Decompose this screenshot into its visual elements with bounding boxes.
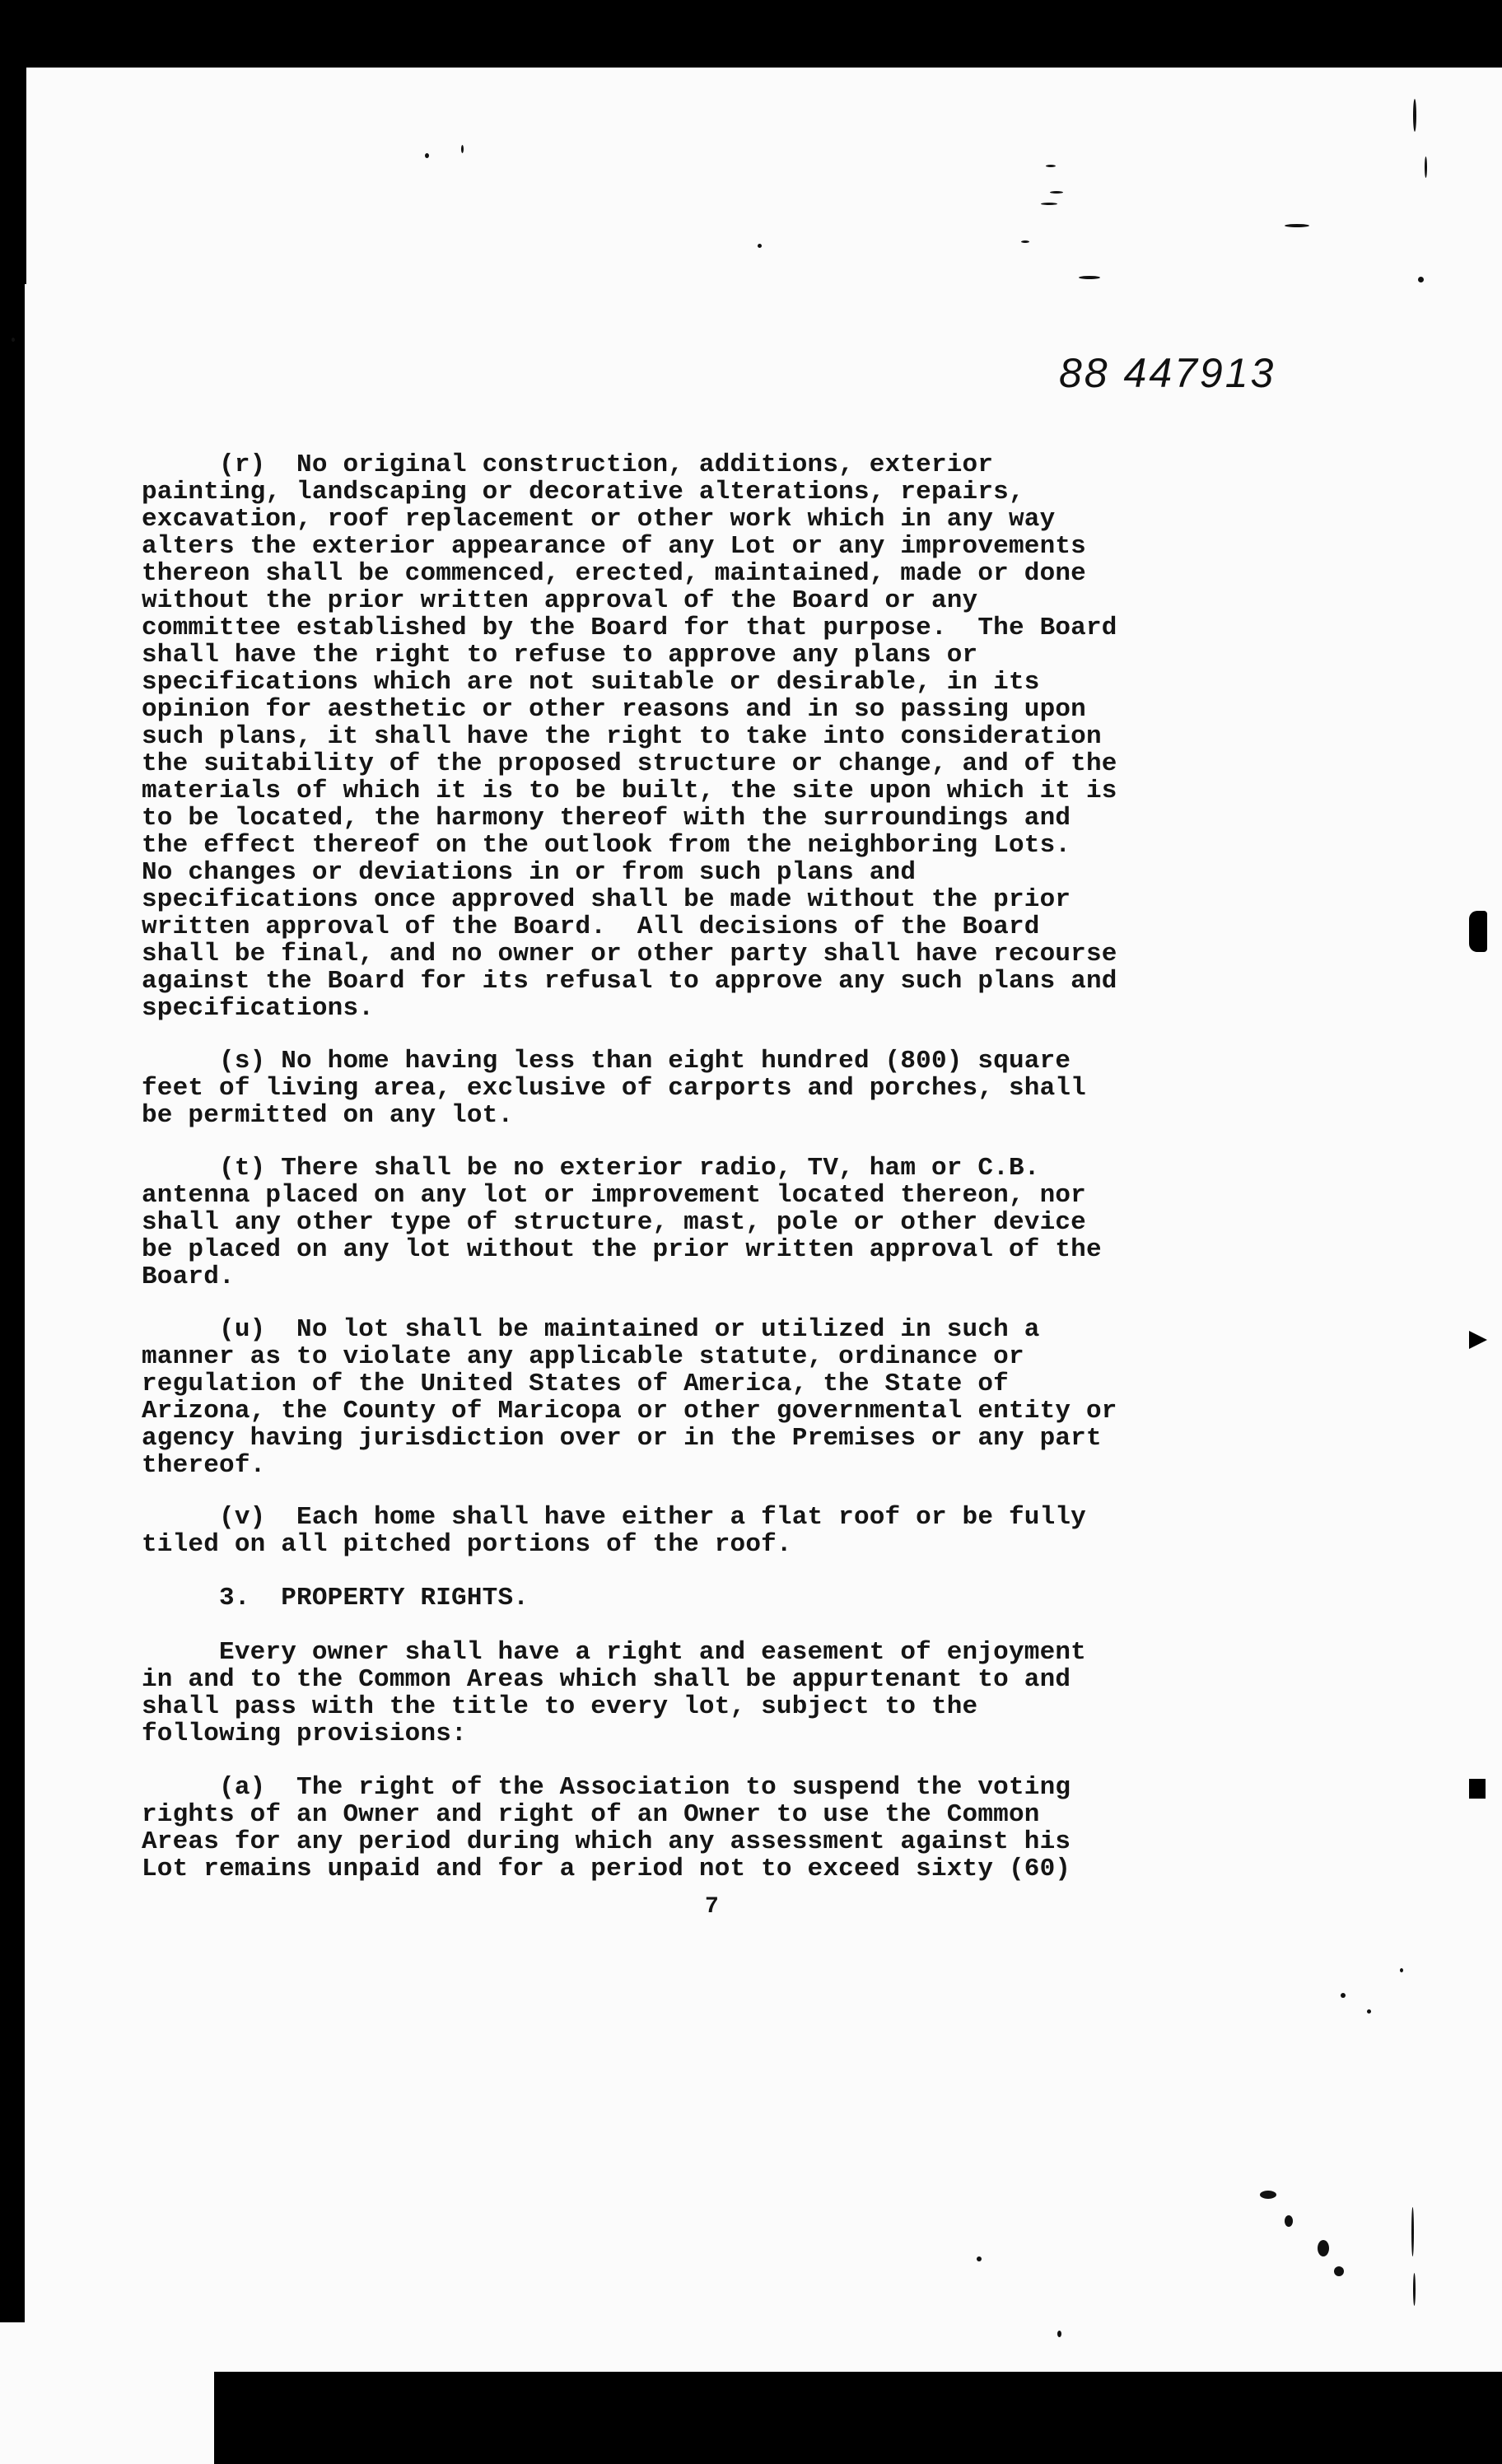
scan-speck [1411, 2207, 1414, 2256]
paragraph-t: (t) There shall be no exterior radio, TV, ham or C.B. antenna placed on any lot or improvement located thereon, nor shall any other type of structure, mast, pole or other device be placed on any lot without the prior written approval of the Board. [142, 1154, 1102, 1291]
scan-speck [1367, 2009, 1371, 2014]
paragraph-v: (v) Each home shall have either a flat roof or be fully tiled on all pitched portions of the roof. [142, 1503, 1086, 1559]
scan-edge-shadow [0, 0, 26, 284]
paragraph-r: (r) No original construction, additions, exterior painting, landscaping or decorative alterations, repairs, excavation, roof replacement or other work which in any way alters the exterior appearance of any Lot or any improvements thereon shall be commenced, erected, maintained, made or done without the prior written approval of the Board or any committee established by the Board for that purpose. The Board shall have the right to refuse to approve any plans or specifications which are not suitable or desirable, in its opinion for aesthetic or other reasons and in so passing upon such plans, it shall have the right to take into consideration the suitability of the proposed structure or change, and of the materials of which it is to be built, the site upon which it is to be located, the harmony thereof with the surroundings and the effect thereof on the outlook from the neighboring Lots. No changes or deviations in or from such plans and specifications once approved shall be made without the prior written approval of the Board. All decisions of the Board shall be final, and no owner or other party shall have recourse against the Board for its refusal to approve any such plans and specifications. [142, 450, 1117, 1023]
scan-speck [1285, 2215, 1293, 2227]
scan-speck [1041, 203, 1057, 205]
scan-speck [1050, 191, 1063, 194]
scan-speck [977, 2256, 982, 2261]
scan-speck [1334, 2266, 1344, 2276]
document-number: 88 447913 [1059, 350, 1276, 396]
scan-speck [1413, 2273, 1416, 2306]
scan-speck [1021, 240, 1029, 243]
paragraph-property-rights: Every owner shall have a right and easement of enjoyment in and to the Common Areas which shall be appurtenant to and shall pass with the title to every lot, subject to the following provisions: [142, 1638, 1086, 1748]
scan-speck [1341, 1993, 1346, 1998]
scan-speck [425, 153, 429, 158]
scan-speck [1318, 2240, 1329, 2256]
scan-speck [461, 145, 464, 153]
scan-speck [1057, 2331, 1061, 2337]
scan-bottom-edge [0, 2372, 1502, 2464]
section-heading: 3. PROPERTY RIGHTS. [142, 1584, 529, 1612]
margin-mark [1469, 1779, 1486, 1799]
scan-speck [1079, 276, 1100, 279]
paragraph-u: (u) No lot shall be maintained or utilized in such a manner as to violate any applicable statute, ordinance or regulation of the United States of America, the State of Arizona, the County of Maricopa or other governmental entity or agency having jurisdiction over or in the Premises or any part thereof. [142, 1315, 1117, 1480]
scan-speck [1425, 156, 1427, 178]
page-number: 7 [705, 1894, 719, 1920]
scan-edge-shadow-lower [0, 2079, 18, 2326]
paper-corner-tab [0, 2322, 214, 2464]
scan-speck [1400, 1968, 1403, 1972]
scan-speck [12, 338, 15, 342]
paragraph-s: (s) No home having less than eight hundred (800) square feet of living area, exclusive of carports and porches, shall be permitted on any lot. [142, 1047, 1086, 1130]
margin-mark [1469, 911, 1487, 952]
paragraph-a: (a) The right of the Association to suspend the voting rights of an Owner and right of an Owner to use the Common Areas for any period during which any assessment against his Lot remains unpaid and for a period not to exceed sixty (60) [142, 1773, 1071, 1883]
scan-speck [1260, 2191, 1276, 2199]
scan-speck [1285, 224, 1309, 227]
scan-speck [1418, 277, 1424, 282]
scan-speck [1046, 165, 1056, 167]
scan-speck [758, 244, 762, 248]
scan-speck [1413, 99, 1416, 132]
